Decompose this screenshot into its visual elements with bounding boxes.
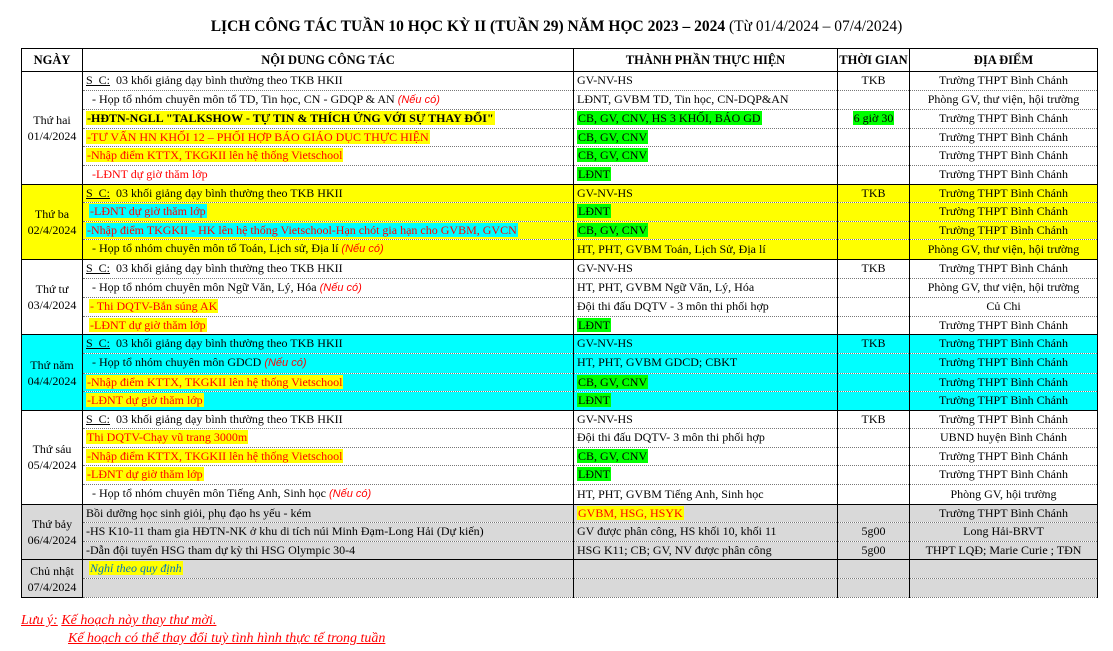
location-cell [910,560,1098,579]
day-date: 04/4/2024 [27,373,77,388]
day-cell-thursday [22,335,83,410]
participants-cell: CB, GV, CNV, HS 3 KHỐI, BÁO GD [574,110,838,129]
participants-cell [574,560,838,579]
location-cell: Trường THPT Bình Chánh [910,335,1098,354]
content-cell: -Nhập điểm KTTX, TKGKII lên hệ thống Vietschool [83,373,574,392]
time-cell [838,240,910,260]
content-cell: - Thi DQTV-Bắn súng AK [83,298,574,317]
header-content: NỘI DUNG CÔNG TÁC [83,49,574,72]
title-main: LỊCH CÔNG TÁC TUẦN 10 HỌC KỲ II (TUẦN 29) NĂM HỌC 2023 – 2024 [210,18,726,35]
table-row [22,447,1098,466]
participants-cell: LĐNT [574,165,838,184]
location-cell: Trường THPT Bình Chánh [910,466,1098,485]
note-label: Lưu ý: [21,613,58,628]
content-cell: - Họp tổ nhóm chuyên môn GDCD (Nếu có) [83,353,574,373]
participants-cell: GV-NV-HS [574,72,838,91]
participants-cell: HT, PHT, GVBM GDCD; CBKT [574,353,838,373]
location-cell: Trường THPT Bình Chánh [910,128,1098,147]
location-cell: Củ Chi [910,298,1098,317]
time-cell: TKB [838,259,910,278]
participants-cell: LĐNT [574,466,838,485]
table-row [22,259,1098,278]
content-cell: -HS K10-11 tham gia HĐTN-NK ở khu di tích núi Minh Đạm-Long Hải (Dự kiến) [83,523,574,542]
time-cell [838,147,910,166]
content-cell: -LĐNT dự giờ thăm lớp [83,165,574,184]
participants-cell: CB, GV, CNV [574,221,838,240]
table-row [22,165,1098,184]
content-cell: -Dẫn đội tuyển HSG tham dự kỳ thi HSG Olympic 30-4 [83,541,574,560]
location-cell: Trường THPT Bình Chánh [910,165,1098,184]
location-cell: Trường THPT Bình Chánh [910,504,1098,523]
time-cell [838,466,910,485]
page-title [0,18,1113,36]
location-cell: UBND huyện Bình Chánh [910,429,1098,448]
table-row [22,128,1098,147]
table-row [22,579,1098,598]
participants-cell: GV-NV-HS [574,184,838,203]
participants-cell: CB, GV, CNV [574,447,838,466]
participants-cell: HSG K11; CB; GV, NV được phân công [574,541,838,560]
time-cell: TKB [838,184,910,203]
day-name: Thứ ba [34,206,70,221]
table-row [22,298,1098,317]
content-cell: S_C: 03 khối giảng dạy bình thường theo TKB HKII [83,72,574,91]
location-cell: Trường THPT Bình Chánh [910,392,1098,411]
day-name: Thứ bảy [31,517,73,532]
header-location: ĐỊA ĐIỂM [910,49,1098,72]
participants-cell: HT, PHT, GVBM Toán, Lịch Sử, Địa lí [574,240,838,260]
time-cell [838,373,910,392]
time-cell: 5g00 [838,541,910,560]
time-cell [838,579,910,598]
content-cell: - Họp tổ nhóm chuyên môn tổ Toán, Lịch sử, Địa lí (Nếu có) [83,240,574,260]
time-cell [838,298,910,317]
content-cell: -Nhập điểm TKGKII - HK lên hệ thống Vietschool-Hạn chót gia hạn cho GVBM, GVCN [83,221,574,240]
participants-cell: CB, GV, CNV [574,128,838,147]
participants-cell: LĐNT [574,203,838,222]
participants-cell: LĐNT, GVBM TD, Tin học, CN-DQP&AN [574,90,838,110]
content-cell: - Họp tổ nhóm chuyên môn Tiếng Anh, Sinh học (Nếu có) [83,485,574,505]
table-row [22,353,1098,373]
participants-cell: LĐNT [574,316,838,335]
participants-cell: GV-NV-HS [574,259,838,278]
content-cell: -TƯ VẤN HN KHỐI 12 – PHỐI HỢP BÁO GIÁO DỤC THỰC HIỆN [83,128,574,147]
table-row [22,221,1098,240]
table-row [22,203,1098,222]
content-cell: -HĐTN-NGLL "TALKSHOW - TỰ TIN & THÍCH ỨNG VỚI SỰ THAY ĐỔI" [83,110,574,129]
header-day: NGÀY [22,49,83,72]
location-cell: Phòng GV, thư viện, hội trường [910,240,1098,260]
content-cell: Thi DQTV-Chạy vũ trang 3000m [83,429,574,448]
time-cell [838,203,910,222]
location-cell: Long Hải-BRVT [910,523,1098,542]
content-cell: - Họp tổ nhóm chuyên môn tổ TD, Tin học, CN - GDQP & AN (Nếu có) [83,90,574,110]
location-cell: Trường THPT Bình Chánh [910,147,1098,166]
day-name: Chủ nhật [30,563,74,578]
title-date-range: (Từ 01/4/2024 – 07/4/2024) [728,18,903,35]
participants-cell: GV được phân công, HS khối 10, khối 11 [574,523,838,542]
time-cell: TKB [838,410,910,429]
content-cell: -Nhập điểm KTTX, TKGKII lên hệ thống Vietschool [83,447,574,466]
note-text-1: Kế hoạch này thay thư mời. [61,613,217,628]
note-line-1 [21,612,385,630]
location-cell [910,579,1098,598]
day-cell-sunday [22,560,83,597]
time-cell: TKB [838,72,910,91]
participants-cell: GV-NV-HS [574,335,838,354]
participants-cell: GV-NV-HS [574,410,838,429]
table-row [22,278,1098,298]
location-cell: Trường THPT Bình Chánh [910,410,1098,429]
content-cell: Nghỉ theo quy định [83,560,574,579]
table-row [22,410,1098,429]
location-cell: Trường THPT Bình Chánh [910,259,1098,278]
participants-cell: HT, PHT, GVBM Tiếng Anh, Sinh học [574,485,838,505]
table-row [22,147,1098,166]
time-cell [838,560,910,579]
location-cell: THPT LQĐ; Marie Curie ; TĐN [910,541,1098,560]
time-cell [838,165,910,184]
content-cell: S_C: 03 khối giảng dạy bình thường theo TKB HKII [83,259,574,278]
day-name: Thứ năm [30,357,74,372]
content-cell: Bồi dưỡng học sinh giỏi, phụ đạo hs yếu - kém [83,504,574,523]
participants-cell [574,579,838,598]
table-row [22,72,1098,91]
note-text-2: Kế hoạch có thể thay đổi tuỳ tình hình thực tế trong tuần [68,631,386,646]
footer-notes [21,612,385,648]
time-cell [838,316,910,335]
time-cell [838,504,910,523]
note-line-2 [21,630,385,648]
time-cell: 5g00 [838,523,910,542]
time-cell [838,392,910,411]
content-cell: - Họp tổ nhóm chuyên môn Ngữ Văn, Lý, Hóa (Nếu có) [83,278,574,298]
header-row [22,49,1098,72]
location-cell: Trường THPT Bình Chánh [910,447,1098,466]
content-cell: S_C: 03 khối giảng dạy bình thường theo TKB HKII [83,410,574,429]
time-cell [838,485,910,505]
location-cell: Trường THPT Bình Chánh [910,373,1098,392]
time-cell [838,221,910,240]
participants-cell: GVBM, HSG, HSYK [574,504,838,523]
participants-cell: LĐNT [574,392,838,411]
content-cell: -LĐNT dự giờ thăm lớp [83,392,574,411]
schedule-table [21,48,1098,598]
day-cell-wednesday [22,259,83,334]
table-row [22,541,1098,560]
content-cell: -LĐNT dự giờ thăm lớp [83,203,574,222]
table-row [22,110,1098,129]
day-name: Thứ tư [35,282,69,297]
location-cell: Trường THPT Bình Chánh [910,110,1098,129]
content-cell: S_C: 03 khối giảng dạy bình thường theo TKB HKII [83,184,574,203]
time-cell [838,429,910,448]
content-cell [83,579,574,598]
participants-cell: HT, PHT, GVBM Ngữ Văn, Lý, Hóa [574,278,838,298]
header-time: THỜI GIAN [838,49,910,72]
time-cell [838,90,910,110]
day-date: 06/4/2024 [27,533,77,548]
participants-cell: Đội thi đấu DQTV - 3 môn thi phối hợp [574,298,838,317]
location-cell: Phòng GV, thư viện, hội trường [910,278,1098,298]
time-cell [838,128,910,147]
day-name: Thứ sáu [32,442,72,457]
location-cell: Trường THPT Bình Chánh [910,353,1098,373]
day-date: 01/4/2024 [27,128,77,143]
location-cell: Trường THPT Bình Chánh [910,203,1098,222]
day-date: 07/4/2024 [27,579,77,594]
participants-cell: CB, GV, CNV [574,373,838,392]
table-row [22,240,1098,260]
day-date: 03/4/2024 [27,298,77,313]
day-name: Thứ hai [33,112,71,127]
table-row [22,316,1098,335]
content-cell: S_C: 03 khối giảng dạy bình thường theo TKB HKII [83,335,574,354]
location-cell: Trường THPT Bình Chánh [910,221,1098,240]
time-cell [838,353,910,373]
time-cell: TKB [838,335,910,354]
day-cell-friday [22,410,83,504]
table-row [22,504,1098,523]
content-cell: -Nhập điểm KTTX, TKGKII lên hệ thống Vietschool [83,147,574,166]
participants-cell: CB, GV, CNV [574,147,838,166]
table-row [22,429,1098,448]
location-cell: Phòng GV, hội trường [910,485,1098,505]
participants-cell: Đội thi đấu DQTV- 3 môn thi phối hợp [574,429,838,448]
table-row [22,373,1098,392]
location-cell: Trường THPT Bình Chánh [910,184,1098,203]
table-row [22,466,1098,485]
time-cell [838,278,910,298]
time-cell [838,447,910,466]
table-row [22,560,1098,579]
day-cell-tuesday [22,184,83,259]
location-cell: Phòng GV, thư viện, hội trường [910,90,1098,110]
table-row [22,523,1098,542]
table-row [22,90,1098,110]
day-cell-saturday [22,504,83,560]
content-cell: -LĐNT dự giờ thăm lớp [83,466,574,485]
day-date: 05/4/2024 [27,458,77,473]
location-cell: Trường THPT Bình Chánh [910,72,1098,91]
table-row [22,485,1098,505]
day-cell-monday [22,72,83,185]
table-row [22,335,1098,354]
table-row [22,184,1098,203]
day-date: 02/4/2024 [27,222,77,237]
location-cell: Trường THPT Bình Chánh [910,316,1098,335]
content-cell: -LĐNT dự giờ thăm lớp [83,316,574,335]
header-participants: THÀNH PHẦN THỰC HIỆN [574,49,838,72]
table-row [22,392,1098,411]
time-cell: 6 giờ 30 [838,110,910,129]
